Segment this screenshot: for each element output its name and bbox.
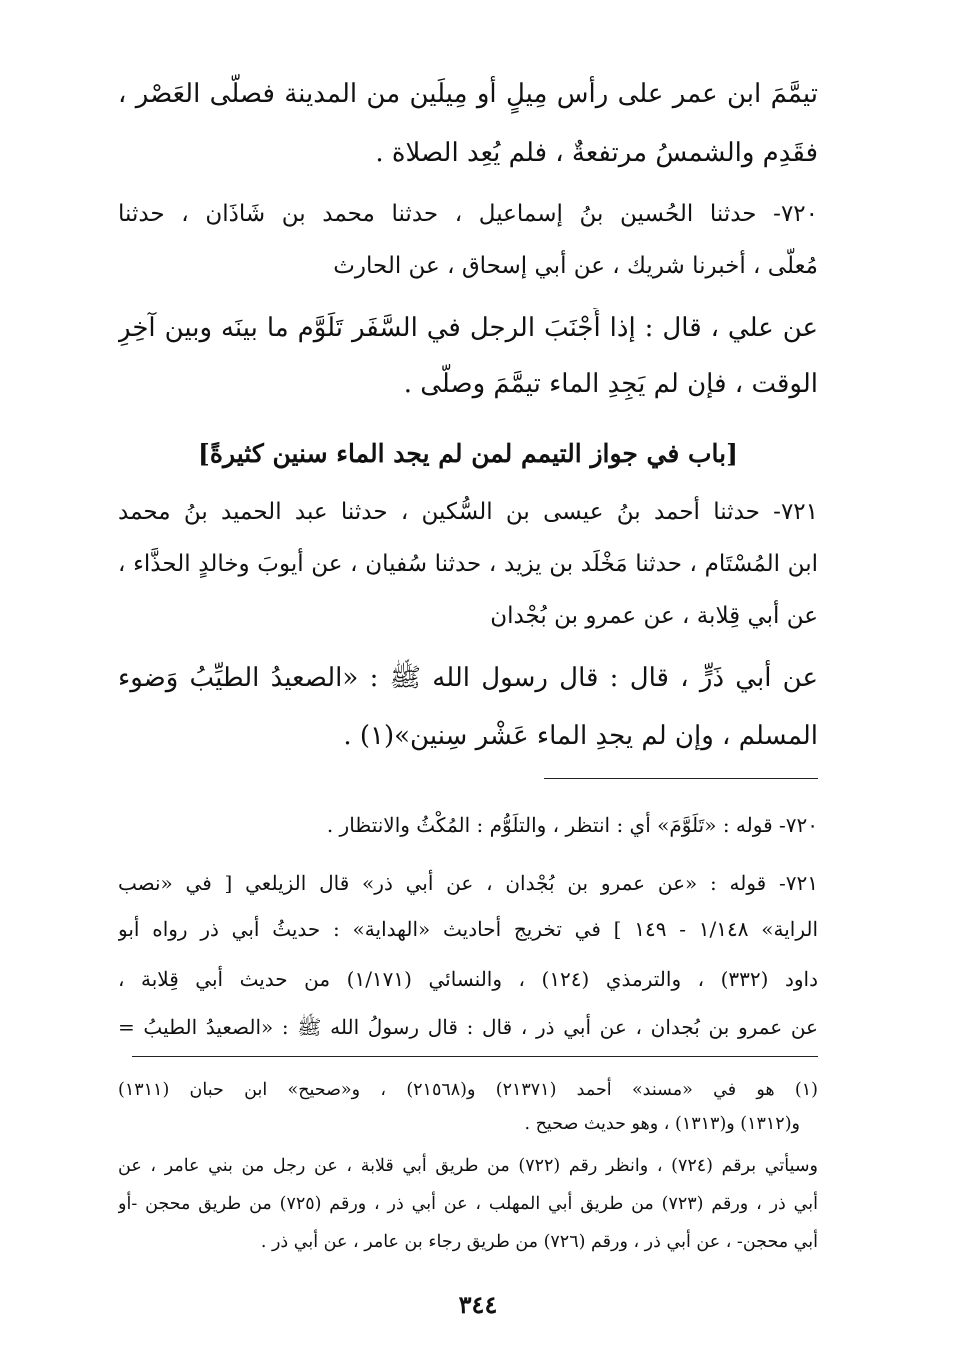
note-721: ٧٢١- قوله : «عن عمرو بن بُجْدان ، عن أبي ذر» قال الزيلعي [ في «نصب: [118, 871, 818, 895]
text-line: أبي محجن- ، عن أبي ذر ، ورقم (٧٢٦) من طريق رجاء بن عامر ، عن أبي ذر .: [260, 1232, 818, 1252]
text-line: مُعلَّى ، أخبرنا شريك ، عن أبي إسحاق ، عن الحارث: [333, 253, 818, 279]
text-line: داود (٣٣٢) ، والترمذي (١٢٤) ، والنسائي (١/١٧١) من حديث أبي قِلابة ،: [118, 967, 818, 991]
text-line: عن عمرو بن بُجدان ، عن أبي ذر ، قال : قال رسولُ الله ﷺ : «الصعيدُ الطيبُ =: [118, 1015, 818, 1039]
hadith-721-isnad: ٧٢١- حدثنا أحمد بنُ عيسى بن السُّكين ، حدثنا عبد الحميد بنُ محمد: [118, 499, 818, 525]
text-line: ابن المُسْتَام ، حدثنا مَخْلَد بن يزيد ، حدثنا سُفيان ، عن أيوبَ وخالدٍ الحذَّاء ،: [118, 551, 818, 577]
note-720: ٧٢٠- قوله : «تَلَوَّمَ» أي : انتظر ، والتلَوُّم : المُكْثُ والانتظار .: [326, 813, 818, 837]
text-line: عن أبي قِلابة ، عن عمرو بن بُجْدان: [490, 603, 818, 629]
footnote-separator: [132, 1056, 818, 1057]
text-line: وسيأتي برقم (٧٢٤) ، وانظر رقم (٧٢٢) من طريق أبي قلابة ، عن رجل من بني عامر ، عن: [118, 1156, 818, 1176]
text-line: و(١٣١٢) و(١٣١٣) ، وهو حديث صحيح .: [524, 1114, 800, 1134]
text-line: أبي ذر ، ورقم (٧٢٣) من طريق أبي المهلب ، عن أبي ذر ، ورقم (٧٢٥) من طريق محجن -أو: [118, 1194, 818, 1214]
page-number: ٣٤٤: [458, 1290, 498, 1319]
text-line: الراية» ١/١٤٨ - ١٤٩ ] في تخريج أحاديث «الهداية» : حديثُ أبي ذر رواه أبو: [118, 917, 818, 941]
commentary-separator: [544, 778, 818, 779]
chapter-heading: [باب في جواز التيمم لمن لم يجد الماء سنين كثيرةً]: [198, 439, 738, 468]
text-line: تيمَّمَ ابن عمر على رأس مِيلٍ أو مِيلَين من المدينة فصلَّى العَصْر ،: [118, 79, 818, 109]
text-line: المسلم ، وإن لم يجدِ الماء عَشْر سِنين»(١) .: [343, 721, 818, 751]
hadith-720-isnad: ٧٢٠- حدثنا الحُسين بنُ إسماعيل ، حدثنا محمد بن شَاذَان ، حدثنا: [118, 201, 818, 227]
hadith-720-matn: عن علي ، قال : إذا أَجْنَبَ الرجل في السَّفَر تَلَوَّم ما بينَه وبين آخِرِ: [118, 313, 818, 343]
hadith-721-matn: عن أبي ذَرٍّ ، قال : قال رسول الله ﷺ : «الصعيدُ الطيِّبُ وَضوء: [118, 663, 818, 693]
text-line: الوقت ، فإن لم يَجِدِ الماء تيمَّمَ وصلَّى .: [403, 369, 818, 399]
text-line: فقَدِم والشمسُ مرتفعةٌ ، فلم يُعِد الصلاة .: [375, 138, 818, 168]
footnote-1: (١) هو في «مسند» أحمد (٢١٣٧١) و(٢١٥٦٨) ، و«صحيح» ابن حبان (١٣١١): [118, 1080, 818, 1100]
